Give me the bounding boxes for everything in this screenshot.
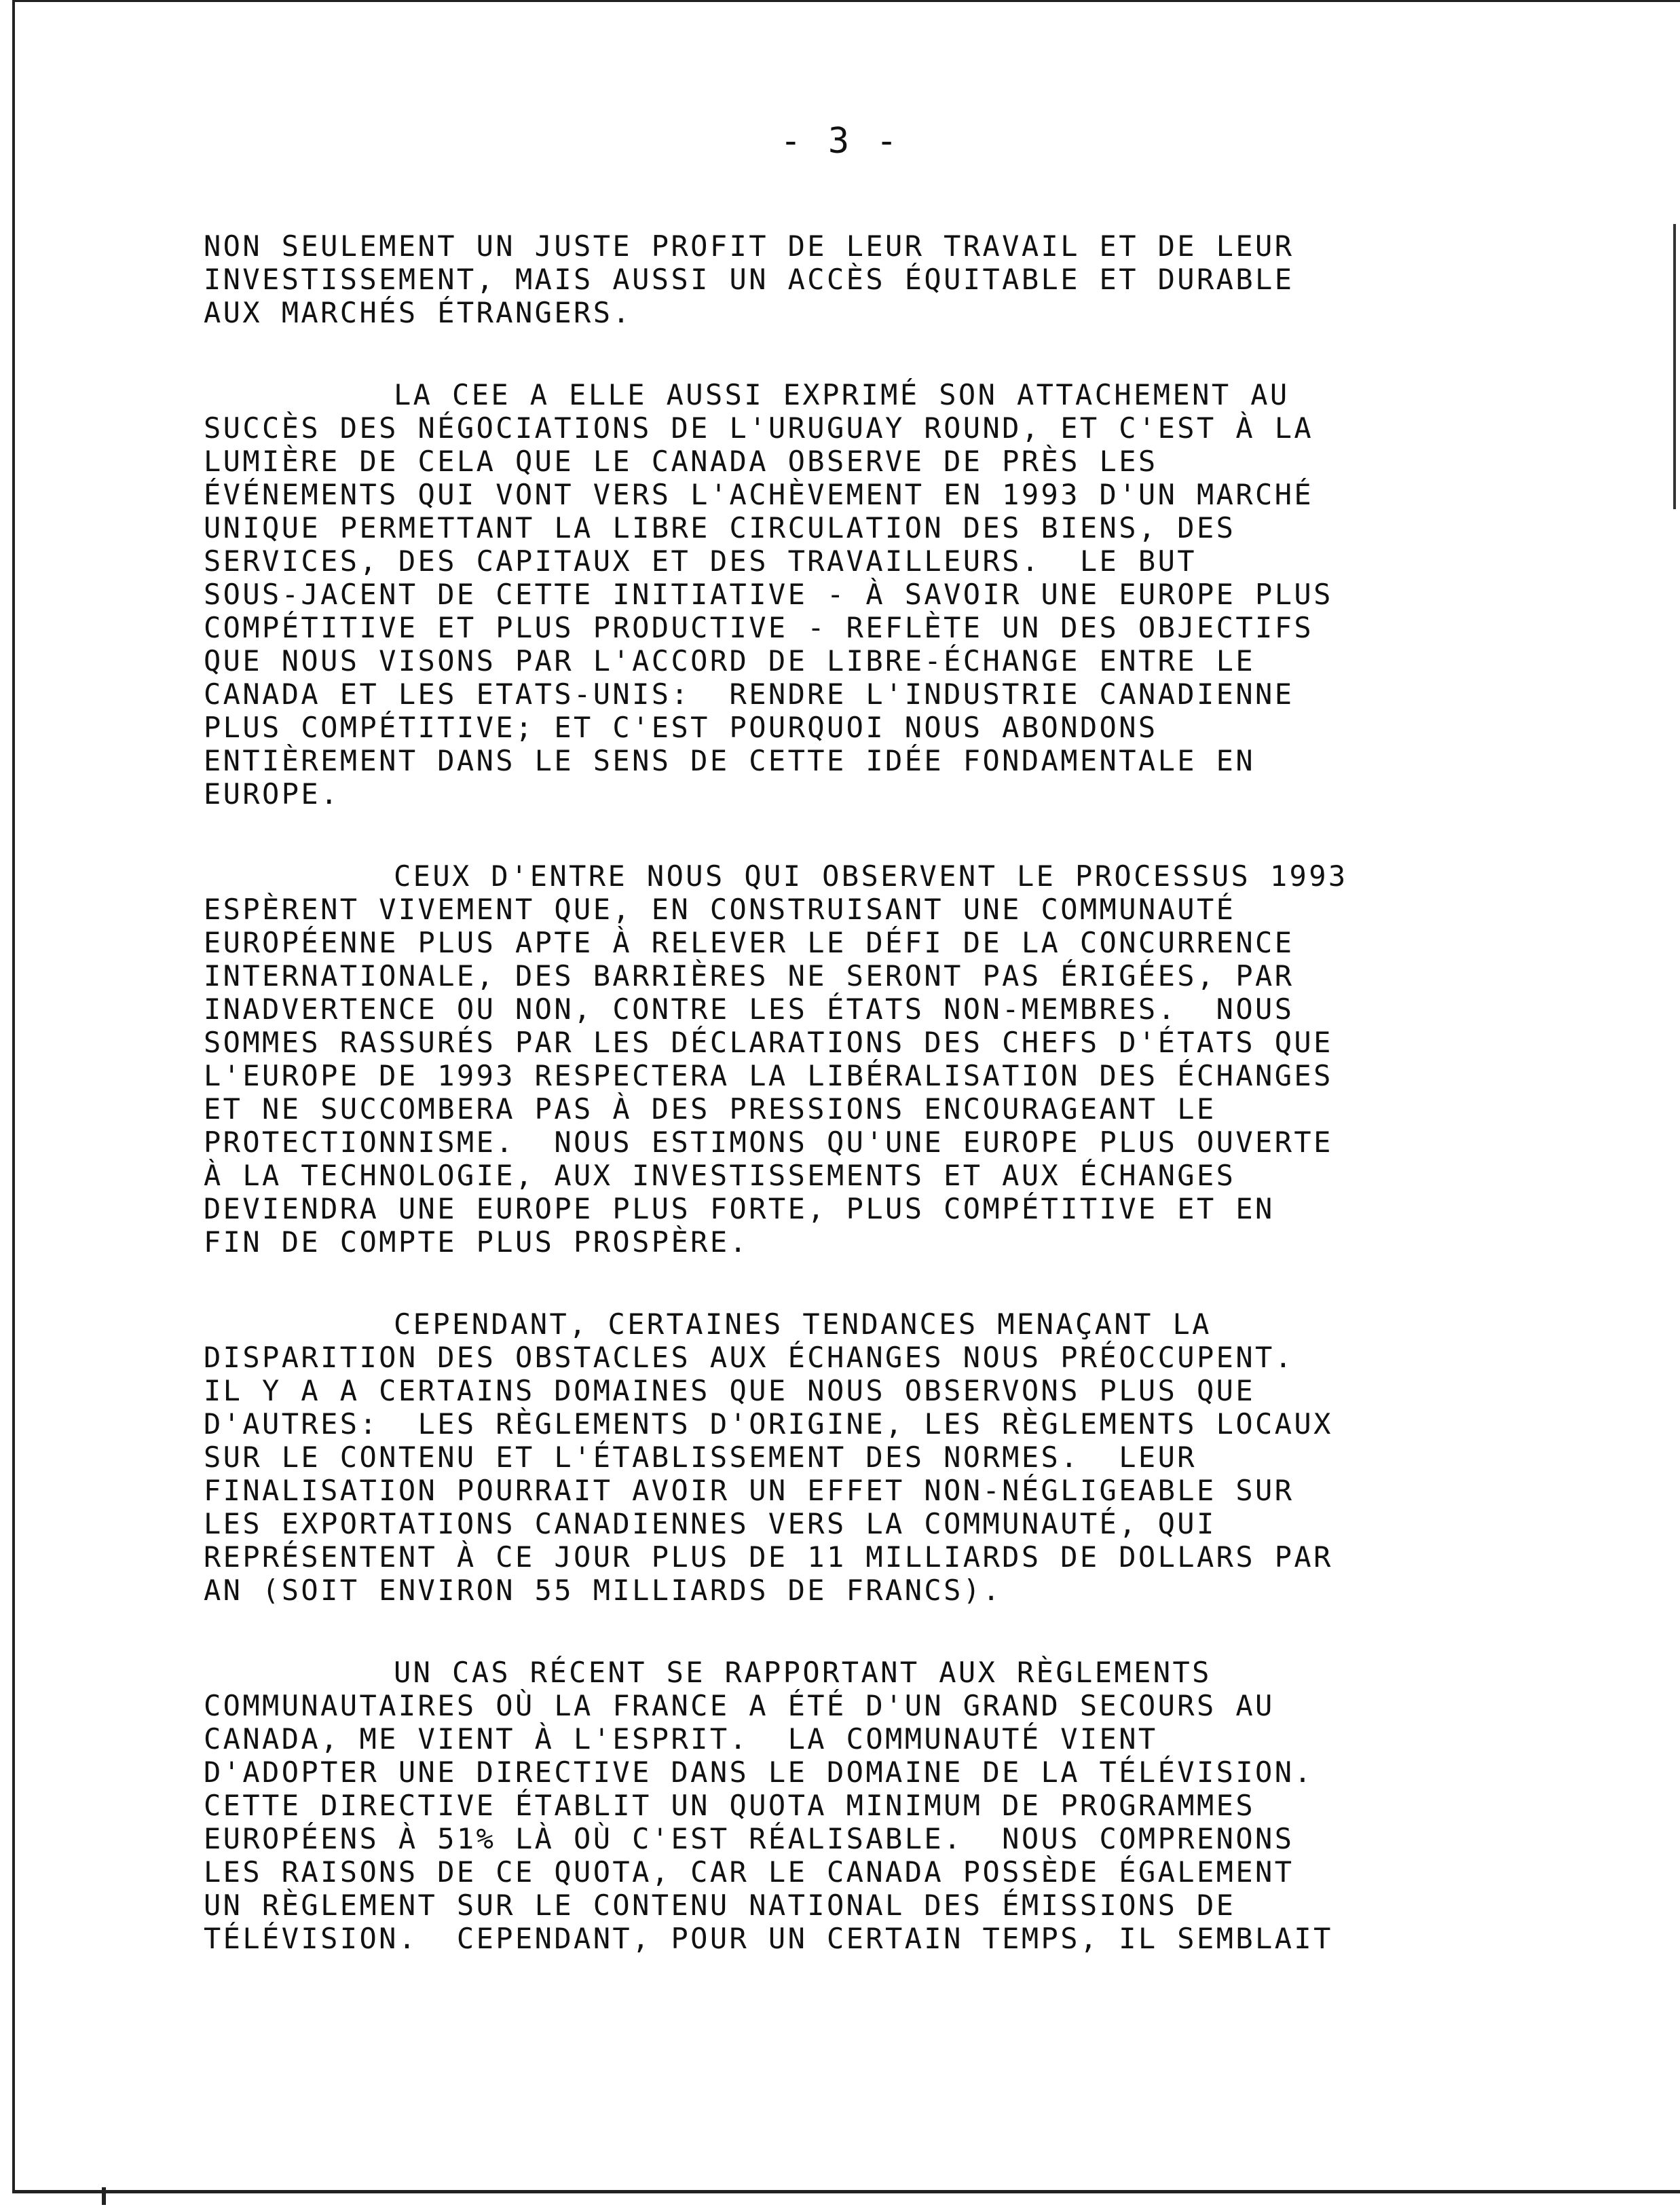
text-line: D'ADOPTER UNE DIRECTIVE DANS LE DOMAINE DE LA TÉLÉVISION. xyxy=(204,1756,1314,1789)
text-line: À LA TECHNOLOGIE, AUX INVESTISSEMENTS ET AUX ÉCHANGES xyxy=(204,1159,1236,1192)
text-line: CEUX D'ENTRE NOUS QUI OBSERVENT LE PROCESSUS 1993 xyxy=(394,859,1348,893)
text-line: PROTECTIONNISME. NOUS ESTIMONS QU'UNE EUROPE PLUS OUVERTE xyxy=(204,1126,1333,1159)
text-line: AN (SOIT ENVIRON 55 MILLIARDS DE FRANCS). xyxy=(204,1574,1003,1607)
text-line: UNIQUE PERMETTANT LA LIBRE CIRCULATION DES BIENS, DES xyxy=(204,511,1236,544)
text-line: COMPÉTITIVE ET PLUS PRODUCTIVE - REFLÈTE UN DES OBJECTIFS xyxy=(204,611,1314,644)
text-line: CANADA, ME VIENT À L'ESPRIT. LA COMMUNAUTÉ VIENT xyxy=(204,1722,1158,1756)
text-line: LES RAISONS DE CE QUOTA, CAR LE CANADA POSSÈDE ÉGALEMENT xyxy=(204,1855,1294,1889)
text-line: FINALISATION POURRAIT AVOIR UN EFFET NON-NÉGLIGEABLE SUR xyxy=(204,1474,1294,1507)
text-line: D'AUTRES: LES RÈGLEMENTS D'ORIGINE, LES RÈGLEMENTS LOCAUX xyxy=(204,1407,1333,1441)
text-line: INTERNATIONALE, DES BARRIÈRES NE SERONT PAS ÉRIGÉES, PAR xyxy=(204,959,1294,992)
text-line: UN RÈGLEMENT SUR LE CONTENU NATIONAL DES ÉMISSIONS DE xyxy=(204,1889,1236,1922)
text-line: UN CAS RÉCENT SE RAPPORTANT AUX RÈGLEMENTS xyxy=(394,1656,1212,1689)
text-line: EUROPÉENS À 51% LÀ OÙ C'EST RÉALISABLE. NOUS COMPRENONS xyxy=(204,1822,1294,1855)
text-line: COMMUNAUTAIRES OÙ LA FRANCE A ÉTÉ D'UN GRAND SECOURS AU xyxy=(204,1689,1275,1722)
text-line: ENTIÈREMENT DANS LE SENS DE CETTE IDÉE FONDAMENTALE EN xyxy=(204,744,1256,777)
text-line: ET NE SUCCOMBERA PAS À DES PRESSIONS ENCOURAGEANT LE xyxy=(204,1092,1216,1126)
text-line: SERVICES, DES CAPITAUX ET DES TRAVAILLEURS. LE BUT xyxy=(204,544,1197,578)
text-line: ÉVÉNEMENTS QUI VONT VERS L'ACHÈVEMENT EN 1993 D'UN MARCHÉ xyxy=(204,478,1314,511)
text-line: EUROPE. xyxy=(204,777,340,811)
text-line: PLUS COMPÉTITIVE; ET C'EST POURQUOI NOUS ABONDONS xyxy=(204,711,1158,744)
page-number: - 3 - xyxy=(780,121,900,162)
text-line: REPRÉSENTENT À CE JOUR PLUS DE 11 MILLIARDS DE DOLLARS PAR xyxy=(204,1540,1333,1574)
page-edge-top xyxy=(14,0,1680,2)
text-line: QUE NOUS VISONS PAR L'ACCORD DE LIBRE-ÉCHANGE ENTRE LE xyxy=(204,644,1256,677)
text-line: NON SEULEMENT UN JUSTE PROFIT DE LEUR TRAVAIL ET DE LEUR xyxy=(204,229,1294,263)
text-line: CEPENDANT, CERTAINES TENDANCES MENAÇANT LA xyxy=(394,1307,1212,1341)
paragraph-4 xyxy=(204,1307,1493,1607)
page-edge-mark xyxy=(102,2187,106,2205)
text-line: INVESTISSEMENT, MAIS AUSSI UN ACCÈS ÉQUITABLE ET DURABLE xyxy=(204,263,1294,296)
page-edge-left xyxy=(12,0,15,2193)
text-line: EUROPÉENNE PLUS APTE À RELEVER LE DÉFI DE LA CONCURRENCE xyxy=(204,926,1294,959)
page-edge-bottom xyxy=(12,2190,1680,2193)
document-body xyxy=(204,229,1493,2004)
paragraph-5 xyxy=(204,1656,1493,1955)
page-edge-right xyxy=(1673,224,1676,509)
text-line: TÉLÉVISION. CEPENDANT, POUR UN CERTAIN TEMPS, IL SEMBLAIT xyxy=(204,1922,1333,1955)
text-line: SUCCÈS DES NÉGOCIATIONS DE L'URUGUAY ROUND, ET C'EST À LA xyxy=(204,411,1314,445)
text-line: DISPARITION DES OBSTACLES AUX ÉCHANGES NOUS PRÉOCCUPENT. xyxy=(204,1341,1294,1374)
paragraph-3 xyxy=(204,859,1493,1259)
paragraph-1 xyxy=(204,229,1493,329)
text-line: DEVIENDRA UNE EUROPE PLUS FORTE, PLUS COMPÉTITIVE ET EN xyxy=(204,1192,1275,1225)
text-line: CANADA ET LES ETATS-UNIS: RENDRE L'INDUSTRIE CANADIENNE xyxy=(204,677,1294,711)
text-line: CETTE DIRECTIVE ÉTABLIT UN QUOTA MINIMUM DE PROGRAMMES xyxy=(204,1789,1256,1822)
text-line: FIN DE COMPTE PLUS PROSPÈRE. xyxy=(204,1225,749,1259)
text-line: SOMMES RASSURÉS PAR LES DÉCLARATIONS DES CHEFS D'ÉTATS QUE xyxy=(204,1026,1333,1059)
text-line: AUX MARCHÉS ÉTRANGERS. xyxy=(204,296,633,329)
text-line: SUR LE CONTENU ET L'ÉTABLISSEMENT DES NORMES. LEUR xyxy=(204,1441,1197,1474)
text-line: INADVERTENCE OU NON, CONTRE LES ÉTATS NON-MEMBRES. NOUS xyxy=(204,992,1294,1026)
text-line: IL Y A A CERTAINS DOMAINES QUE NOUS OBSERVONS PLUS QUE xyxy=(204,1374,1256,1407)
text-line: LA CEE A ELLE AUSSI EXPRIMÉ SON ATTACHEMENT AU xyxy=(394,378,1290,411)
text-line: LES EXPORTATIONS CANADIENNES VERS LA COMMUNAUTÉ, QUI xyxy=(204,1507,1216,1540)
text-line: LUMIÈRE DE CELA QUE LE CANADA OBSERVE DE PRÈS LES xyxy=(204,445,1158,478)
text-line: SOUS-JACENT DE CETTE INITIATIVE - À SAVOIR UNE EUROPE PLUS xyxy=(204,578,1333,611)
text-line: ESPÈRENT VIVEMENT QUE, EN CONSTRUISANT UNE COMMUNAUTÉ xyxy=(204,893,1236,926)
text-line: L'EUROPE DE 1993 RESPECTERA LA LIBÉRALISATION DES ÉCHANGES xyxy=(204,1059,1333,1092)
paragraph-2 xyxy=(204,378,1493,811)
